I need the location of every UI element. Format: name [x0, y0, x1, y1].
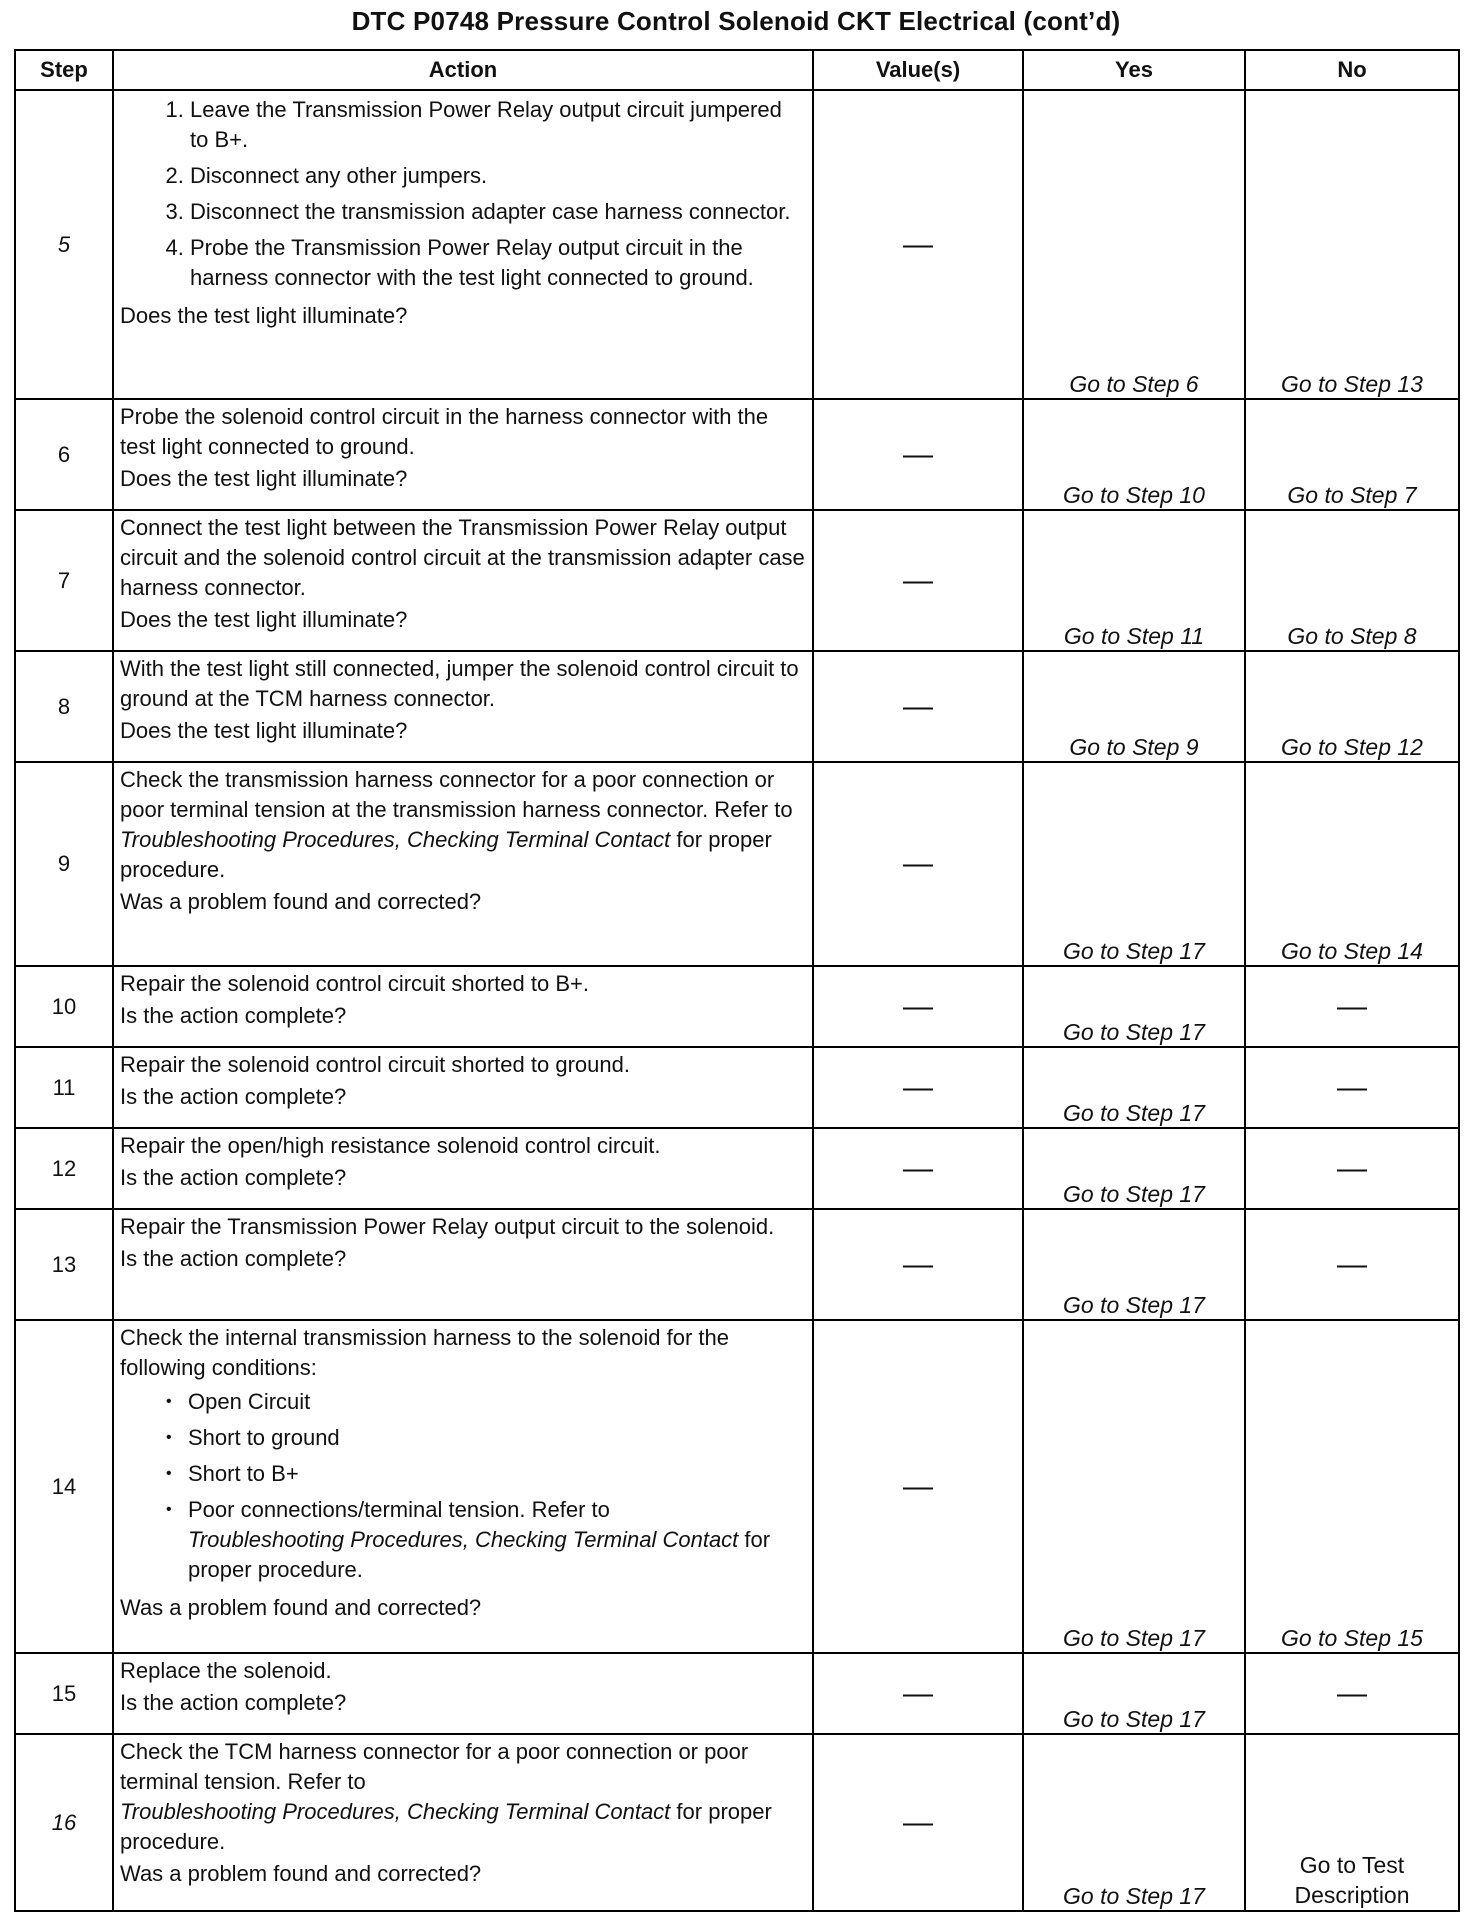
action-cell [113, 1320, 813, 1653]
no-cell: — [1245, 966, 1459, 1047]
table-row [15, 966, 1459, 1047]
step-number: 14 [15, 1320, 113, 1653]
list-item: 1. Leave the Transmission Power Relay output circuit jumpered to B+. [190, 95, 806, 155]
action-question: Does the test light illuminate? [120, 607, 408, 632]
list-item-text-before: Poor connections/terminal tension. Refer to [188, 1497, 610, 1522]
yes-cell: Go to Step 17 [1023, 966, 1245, 1047]
action-text: With the test light still connected, jumper the solenoid control circuit to ground at the TCM harness connector. [120, 656, 799, 711]
action-question: Does the test light illuminate? [120, 718, 408, 743]
yes-cell: Go to Step 17 [1023, 762, 1245, 966]
action-question: Is the action complete? [120, 1165, 347, 1190]
table-row [15, 1320, 1459, 1653]
action-question: Was a problem found and corrected? [120, 1861, 482, 1886]
action-text-after: for proper procedure. [120, 1799, 772, 1854]
action-text: Check the internal transmission harness to the solenoid for the following conditions: [120, 1325, 729, 1380]
value-cell: — [813, 966, 1023, 1047]
list-item: 3. Disconnect the transmission adapter case harness connector. [190, 197, 806, 227]
action-cell [113, 1047, 813, 1128]
no-cell: — [1245, 1209, 1459, 1320]
no-cell: Go to Step 12 [1245, 651, 1459, 762]
header-values: Value(s) [813, 50, 1023, 90]
value-cell: — [813, 90, 1023, 399]
header-yes: Yes [1023, 50, 1245, 90]
no-cell: Go to Step 8 [1245, 510, 1459, 651]
action-cell [113, 399, 813, 510]
no-cell: — [1245, 1653, 1459, 1734]
yes-cell: Go to Step 17 [1023, 1209, 1245, 1320]
step-number: 5 [15, 90, 113, 399]
yes-cell: Go to Step 17 [1023, 1734, 1245, 1911]
yes-cell: Go to Step 17 [1023, 1320, 1245, 1653]
value-cell: — [813, 1734, 1023, 1911]
action-text-before: Check the transmission harness connector for a poor connection or poor terminal tension at the transmission harness connector. Refer to [120, 767, 793, 822]
list-item: 4. Probe the Transmission Power Relay output circuit in the harness connector with the test light connected to ground. [190, 233, 806, 293]
yes-cell: Go to Step 9 [1023, 651, 1245, 762]
action-question: Is the action complete? [120, 1246, 347, 1271]
yes-cell: Go to Step 6 [1023, 90, 1245, 399]
action-cell [113, 510, 813, 651]
yes-cell: Go to Step 10 [1023, 399, 1245, 510]
yes-cell: Go to Step 17 [1023, 1128, 1245, 1209]
step-number: 13 [15, 1209, 113, 1320]
action-text: Repair the solenoid control circuit shorted to ground. [120, 1052, 630, 1077]
action-text: Repair the open/high resistance solenoid control circuit. [120, 1133, 661, 1158]
no-cell: Go to Step 13 [1245, 90, 1459, 399]
header-no: No [1245, 50, 1459, 90]
list-item [188, 1495, 806, 1585]
action-text: Repair the solenoid control circuit shorted to B+. [120, 971, 589, 996]
no-cell: — [1245, 1128, 1459, 1209]
step-number: 9 [15, 762, 113, 966]
action-cell [113, 1128, 813, 1209]
list-item: 2. Disconnect any other jumpers. [190, 161, 806, 191]
action-cell [113, 966, 813, 1047]
no-cell: Go to Test Description [1245, 1734, 1459, 1911]
yes-cell: Go to Step 17 [1023, 1047, 1245, 1128]
value-cell: — [813, 1047, 1023, 1128]
step-number: 12 [15, 1128, 113, 1209]
action-text-after: for proper procedure. [120, 827, 772, 882]
table-row [15, 762, 1459, 966]
list-item: • Short to B+ [188, 1459, 806, 1489]
step-number: 11 [15, 1047, 113, 1128]
table-row [15, 1128, 1459, 1209]
table-row [15, 1047, 1459, 1128]
procedure-reference: Troubleshooting Procedures, Checking Terminal Contact [120, 1799, 671, 1824]
header-row [15, 50, 1459, 90]
action-text: Repair the Transmission Power Relay output circuit to the solenoid. [120, 1214, 775, 1239]
action-cell [113, 651, 813, 762]
action-question: Is the action complete? [120, 1084, 347, 1109]
no-cell: — [1245, 1047, 1459, 1128]
header-step: Step [15, 50, 113, 90]
yes-cell: Go to Step 17 [1023, 1653, 1245, 1734]
step-number: 8 [15, 651, 113, 762]
list-item: • Open Circuit [188, 1387, 806, 1417]
table-row [15, 1653, 1459, 1734]
table-row [15, 1209, 1459, 1320]
no-cell: Go to Step 14 [1245, 762, 1459, 966]
action-question: Does the test light illuminate? [120, 466, 408, 491]
table-row [15, 651, 1459, 762]
yes-cell: Go to Step 11 [1023, 510, 1245, 651]
action-text: Probe the solenoid control circuit in the harness connector with the test light connected to ground. [120, 404, 769, 459]
action-cell [113, 90, 813, 399]
action-text [120, 765, 806, 885]
step-number: 10 [15, 966, 113, 1047]
step-number: 7 [15, 510, 113, 651]
list-item-text-after: for proper procedure. [188, 1527, 771, 1582]
action-cell [113, 1209, 813, 1320]
table-row [15, 399, 1459, 510]
value-cell: — [813, 1209, 1023, 1320]
procedure-reference: Troubleshooting Procedures, Checking Terminal Contact [120, 827, 671, 852]
diagnostic-table [14, 49, 1460, 1912]
value-cell: — [813, 1320, 1023, 1653]
action-text: Connect the test light between the Transmission Power Relay output circuit and the solenoid control circuit at the transmission adapter case harness connector. [120, 515, 805, 600]
list-item: • Short to ground [188, 1423, 806, 1453]
action-text [120, 1737, 806, 1857]
action-cell [113, 762, 813, 966]
value-cell: — [813, 399, 1023, 510]
procedure-reference: Troubleshooting Procedures, Checking Terminal Contact [188, 1527, 739, 1552]
value-cell: — [813, 510, 1023, 651]
action-text-before: Check the TCM harness connector for a poor connection or poor terminal tension. Refer to [120, 1739, 749, 1794]
value-cell: — [813, 1128, 1023, 1209]
no-cell: Go to Step 7 [1245, 399, 1459, 510]
action-question: Was a problem found and corrected? [120, 889, 482, 914]
no-cell: Go to Step 15 [1245, 1320, 1459, 1653]
value-cell: — [813, 1653, 1023, 1734]
step-number: 15 [15, 1653, 113, 1734]
action-cell [113, 1653, 813, 1734]
action-text: Replace the solenoid. [120, 1658, 332, 1683]
action-question: Was a problem found and corrected? [120, 1595, 482, 1620]
action-question: Is the action complete? [120, 1003, 347, 1028]
action-cell [113, 1734, 813, 1911]
step-number: 6 [15, 399, 113, 510]
table-row [15, 90, 1459, 399]
action-question: Does the test light illuminate? [120, 303, 408, 328]
numbered-list [120, 95, 806, 299]
table-row [15, 1734, 1459, 1911]
table-row [15, 510, 1459, 651]
condition-list [120, 1387, 806, 1585]
page-title: DTC P0748 Pressure Control Solenoid CKT Electrical (cont’d) [351, 6, 1121, 36]
step-number: 16 [15, 1734, 113, 1911]
value-cell: — [813, 762, 1023, 966]
action-question: Is the action complete? [120, 1690, 347, 1715]
value-cell: — [813, 651, 1023, 762]
header-action: Action [113, 50, 813, 90]
